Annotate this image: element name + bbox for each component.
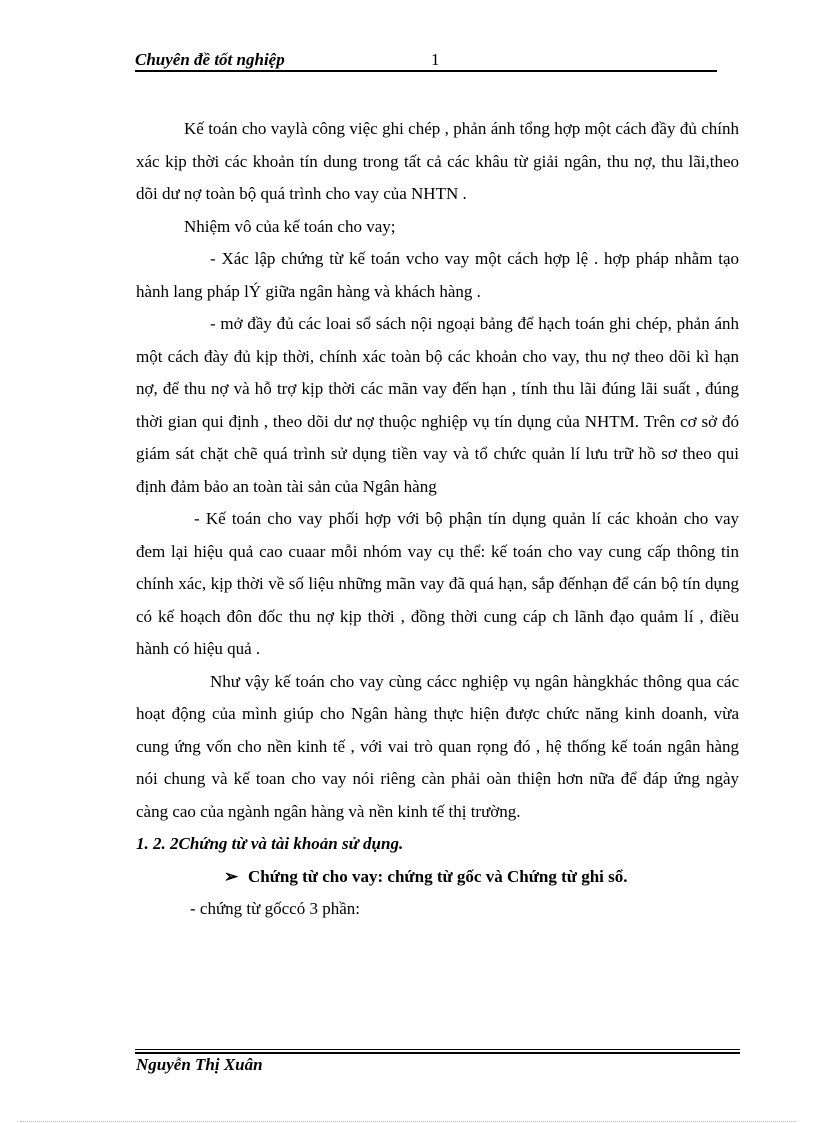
section-heading: 1. 2. 2Chứng từ và tài khoản sử dụng. [136, 834, 404, 853]
paragraph-conclusion: Như vậy kế toán cho vay cùng cácc nghiệp vụ ngân hàngkhác thông qua các hoạt động của mình giúp cho Ngân hàng thực hiện được chức năng kinh doanh, vừa cung ứng vốn cho nền kinh tế , với vai trò quan rọng đó , hệ thống kế toán ngân hàng nói chung và kế toan cho vay nói riêng càn phải oàn thiện hơn nữa để đáp ứng ngày càng cao của ngành ngân hàng và nền kinh tế thị trường. [136, 671, 739, 821]
footer-rule-thin [135, 1049, 740, 1050]
document-title: Chuyên đề tốt nghiệp [135, 50, 285, 69]
paragraph-task-3: - Kế toán cho vay phối hợp với bộ phận tín dụng quản lí các khoản cho vay đem lại hiệu quả cao cuaar mỗi nhóm vay cụ thể: kế toán cho vay cung cấp thông tin chính xác, kịp thời về số liệu những mãn vay đã quá hạn, sắp đếnhạn để cán bộ tín dụng có kế hoạch đôn đốc thu nợ kịp thời , đồng thời cung cáp ch lãnh đạo quảm lí , điều hành có hiệu quả . [136, 509, 739, 658]
bullet-text: Chứng từ cho vay: chứng từ gốc và Chứng từ ghi sổ. [248, 866, 628, 886]
paragraph-task-1: - Xác lập chứng từ kế toán vcho vay một cách hợp lệ . hợp pháp nhằm tạo hành lang pháp lÝ giữa ngân hàng và khách hàng . [136, 249, 739, 301]
footer-rule-thick [135, 1052, 740, 1054]
sub-item: - chứng từ gốccó 3 phần: [190, 899, 360, 918]
paragraph-tasks-heading: Nhiệm vô của kế toán cho vay; [184, 216, 396, 236]
page-edge-divider [20, 1121, 796, 1122]
bullet-item [136, 861, 739, 894]
paragraph-task-2: - mở đầy đủ các loai sổ sách nội ngoại bảng để hạch toán ghi chép, phản ánh một cách đày đủ kịp thời, chính xác toàn bộ các khoản cho vay, thu nợ theo dõi kì hạn nợ, để thu nợ và hỗ trợ kịp thời các mãn vay đến hạn , tính thu lãi đúng lãi suất , đúng thời gian qui định , theo dõi dư nợ thuộc nghiệp vụ tín dụng của NHTM. Trên cơ sở đó giám sát chặt chẽ quá trình sử dụng tiền vay và tổ chức quản lí lưu trữ hồ sơ theo qui định đảm bảo an toàn tài sản của Ngân hàng [136, 314, 739, 496]
arrow-bullet-icon: ➢ [224, 866, 239, 886]
paragraph-intro: Kế toán cho vaylà công việc ghi chép , phản ánh tổng hợp một cách đầy đủ chính xác kịp thời các khoản tín dung trong tất cả các khâu từ giải ngân, thu nợ, thu lãi,theo dõi dư nợ toàn bộ quá trình cho vay của NHTN . [136, 119, 739, 203]
page-number: 1 [431, 50, 440, 69]
footer-author: Nguyễn Thị Xuân [136, 1055, 263, 1074]
page-header [135, 48, 717, 72]
document-body [136, 113, 739, 926]
